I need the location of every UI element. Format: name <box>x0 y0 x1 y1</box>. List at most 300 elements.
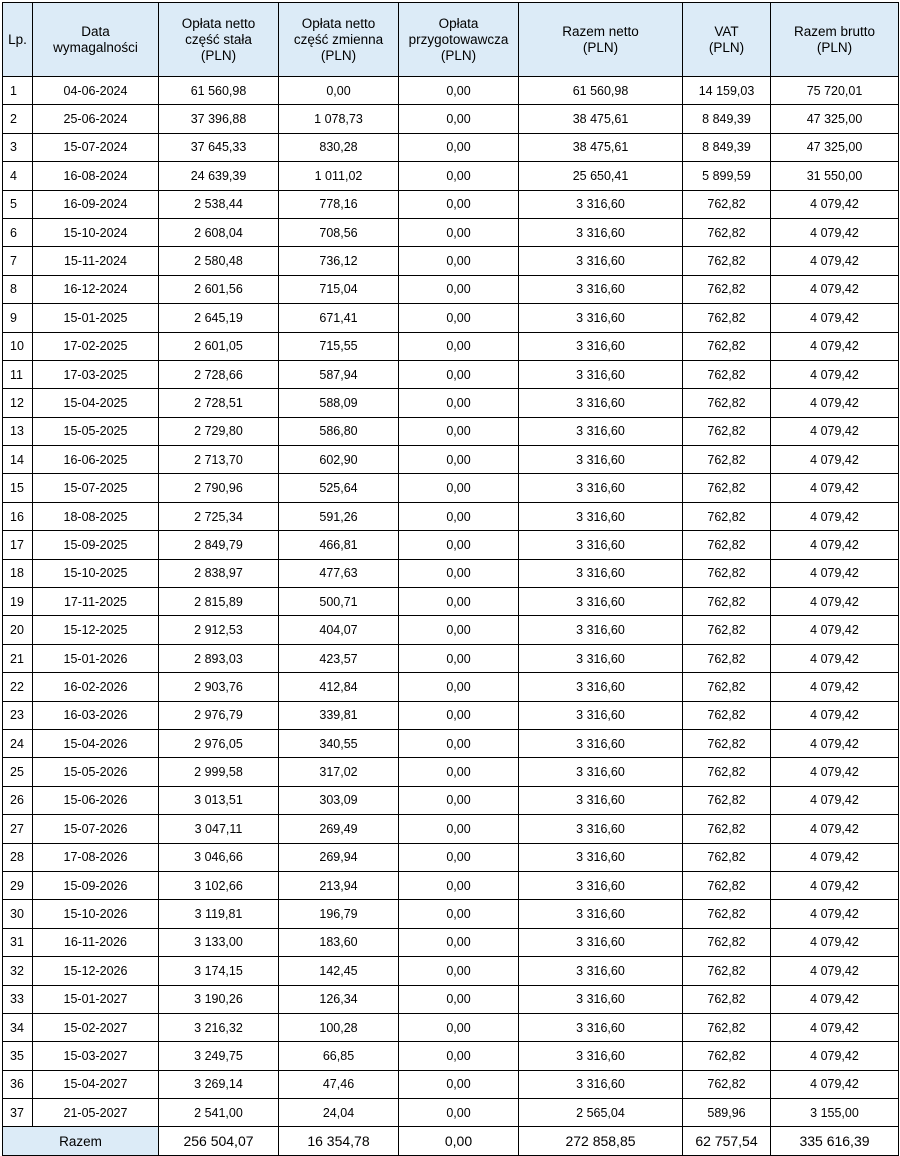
cell-net-total: 38 475,61 <box>519 105 683 133</box>
cell-due-date: 15-01-2026 <box>33 644 159 672</box>
cell-vat: 762,82 <box>683 1013 771 1041</box>
cell-prep-fee: 0,00 <box>399 417 519 445</box>
cell-gross-total: 4 079,42 <box>771 389 899 417</box>
cell-prep-fee: 0,00 <box>399 218 519 246</box>
cell-lp: 30 <box>3 900 33 928</box>
cell-fixed-fee: 3 013,51 <box>159 786 279 814</box>
cell-net-total: 3 316,60 <box>519 446 683 474</box>
cell-vat: 762,82 <box>683 190 771 218</box>
cell-fixed-fee: 2 645,19 <box>159 304 279 332</box>
cell-prep-fee: 0,00 <box>399 616 519 644</box>
cell-fixed-fee: 2 728,66 <box>159 360 279 388</box>
cell-variable-fee: 269,94 <box>279 843 399 871</box>
cell-net-total: 25 650,41 <box>519 162 683 190</box>
cell-fixed-fee: 2 838,97 <box>159 559 279 587</box>
cell-lp: 3 <box>3 133 33 161</box>
cell-gross-total: 4 079,42 <box>771 446 899 474</box>
cell-vat: 762,82 <box>683 900 771 928</box>
cell-variable-fee: 339,81 <box>279 701 399 729</box>
table-row <box>3 133 899 161</box>
cell-lp: 13 <box>3 417 33 445</box>
cell-variable-fee: 404,07 <box>279 616 399 644</box>
cell-gross-total: 4 079,42 <box>771 1070 899 1098</box>
cell-net-total: 3 316,60 <box>519 1042 683 1070</box>
table-row <box>3 474 899 502</box>
cell-due-date: 17-02-2025 <box>33 332 159 360</box>
cell-due-date: 15-07-2026 <box>33 815 159 843</box>
col-header-lp: Lp. <box>3 3 33 77</box>
cell-vat: 762,82 <box>683 1042 771 1070</box>
cell-fixed-fee: 2 608,04 <box>159 218 279 246</box>
cell-lp: 31 <box>3 928 33 956</box>
cell-fixed-fee: 3 190,26 <box>159 985 279 1013</box>
cell-vat: 589,96 <box>683 1099 771 1127</box>
cell-prep-fee: 0,00 <box>399 332 519 360</box>
total-prep-fee: 0,00 <box>399 1127 519 1156</box>
cell-prep-fee: 0,00 <box>399 105 519 133</box>
cell-prep-fee: 0,00 <box>399 900 519 928</box>
cell-gross-total: 4 079,42 <box>771 1042 899 1070</box>
cell-due-date: 15-10-2026 <box>33 900 159 928</box>
cell-vat: 762,82 <box>683 446 771 474</box>
cell-gross-total: 4 079,42 <box>771 247 899 275</box>
cell-lp: 6 <box>3 218 33 246</box>
cell-fixed-fee: 3 216,32 <box>159 1013 279 1041</box>
cell-gross-total: 75 720,01 <box>771 77 899 105</box>
table-row <box>3 871 899 899</box>
table-row <box>3 1042 899 1070</box>
table-row <box>3 1013 899 1041</box>
cell-prep-fee: 0,00 <box>399 474 519 502</box>
cell-variable-fee: 525,64 <box>279 474 399 502</box>
cell-lp: 22 <box>3 673 33 701</box>
cell-due-date: 16-08-2024 <box>33 162 159 190</box>
cell-prep-fee: 0,00 <box>399 871 519 899</box>
cell-fixed-fee: 2 903,76 <box>159 673 279 701</box>
cell-fixed-fee: 2 580,48 <box>159 247 279 275</box>
table-row <box>3 162 899 190</box>
cell-gross-total: 4 079,42 <box>771 588 899 616</box>
cell-vat: 762,82 <box>683 871 771 899</box>
cell-fixed-fee: 3 047,11 <box>159 815 279 843</box>
cell-due-date: 18-08-2025 <box>33 502 159 530</box>
table-row <box>3 900 899 928</box>
cell-prep-fee: 0,00 <box>399 729 519 757</box>
cell-variable-fee: 588,09 <box>279 389 399 417</box>
cell-prep-fee: 0,00 <box>399 928 519 956</box>
cell-due-date: 15-07-2024 <box>33 133 159 161</box>
cell-fixed-fee: 3 133,00 <box>159 928 279 956</box>
cell-vat: 14 159,03 <box>683 77 771 105</box>
cell-due-date: 21-05-2027 <box>33 1099 159 1127</box>
cell-gross-total: 4 079,42 <box>771 304 899 332</box>
cell-prep-fee: 0,00 <box>399 673 519 701</box>
cell-vat: 762,82 <box>683 502 771 530</box>
table-row <box>3 446 899 474</box>
cell-prep-fee: 0,00 <box>399 190 519 218</box>
cell-fixed-fee: 2 912,53 <box>159 616 279 644</box>
cell-due-date: 15-07-2025 <box>33 474 159 502</box>
cell-variable-fee: 24,04 <box>279 1099 399 1127</box>
table-row <box>3 843 899 871</box>
cell-variable-fee: 477,63 <box>279 559 399 587</box>
cell-fixed-fee: 2 729,80 <box>159 417 279 445</box>
cell-due-date: 15-06-2026 <box>33 786 159 814</box>
cell-lp: 11 <box>3 360 33 388</box>
cell-due-date: 04-06-2024 <box>33 77 159 105</box>
cell-due-date: 16-11-2026 <box>33 928 159 956</box>
cell-fixed-fee: 2 541,00 <box>159 1099 279 1127</box>
cell-lp: 23 <box>3 701 33 729</box>
cell-variable-fee: 500,71 <box>279 588 399 616</box>
cell-variable-fee: 213,94 <box>279 871 399 899</box>
cell-variable-fee: 671,41 <box>279 304 399 332</box>
cell-prep-fee: 0,00 <box>399 985 519 1013</box>
cell-lp: 10 <box>3 332 33 360</box>
cell-due-date: 15-12-2026 <box>33 957 159 985</box>
cell-variable-fee: 412,84 <box>279 673 399 701</box>
cell-prep-fee: 0,00 <box>399 701 519 729</box>
table-row <box>3 985 899 1013</box>
cell-gross-total: 4 079,42 <box>771 616 899 644</box>
cell-variable-fee: 66,85 <box>279 1042 399 1070</box>
cell-net-total: 3 316,60 <box>519 275 683 303</box>
cell-fixed-fee: 2 893,03 <box>159 644 279 672</box>
cell-net-total: 3 316,60 <box>519 247 683 275</box>
cell-net-total: 3 316,60 <box>519 673 683 701</box>
total-gross: 335 616,39 <box>771 1127 899 1156</box>
cell-variable-fee: 303,09 <box>279 786 399 814</box>
cell-variable-fee: 196,79 <box>279 900 399 928</box>
cell-fixed-fee: 3 249,75 <box>159 1042 279 1070</box>
cell-prep-fee: 0,00 <box>399 1042 519 1070</box>
cell-due-date: 15-05-2025 <box>33 417 159 445</box>
table-body <box>3 77 899 1127</box>
cell-due-date: 16-12-2024 <box>33 275 159 303</box>
cell-net-total: 3 316,60 <box>519 786 683 814</box>
cell-due-date: 15-01-2025 <box>33 304 159 332</box>
cell-net-total: 3 316,60 <box>519 389 683 417</box>
table-row <box>3 928 899 956</box>
cell-prep-fee: 0,00 <box>399 957 519 985</box>
cell-prep-fee: 0,00 <box>399 360 519 388</box>
table-row <box>3 559 899 587</box>
cell-lp: 4 <box>3 162 33 190</box>
cell-due-date: 15-09-2026 <box>33 871 159 899</box>
cell-due-date: 16-06-2025 <box>33 446 159 474</box>
cell-fixed-fee: 2 999,58 <box>159 758 279 786</box>
col-header-due-date: Data wymagalności <box>33 3 159 77</box>
table-row <box>3 815 899 843</box>
cell-net-total: 38 475,61 <box>519 133 683 161</box>
cell-net-total: 3 316,60 <box>519 417 683 445</box>
table-row <box>3 1099 899 1127</box>
cell-prep-fee: 0,00 <box>399 446 519 474</box>
cell-net-total: 3 316,60 <box>519 531 683 559</box>
col-header-gross-total: Razem brutto (PLN) <box>771 3 899 77</box>
cell-net-total: 3 316,60 <box>519 1013 683 1041</box>
cell-vat: 762,82 <box>683 559 771 587</box>
cell-due-date: 15-09-2025 <box>33 531 159 559</box>
cell-prep-fee: 0,00 <box>399 275 519 303</box>
cell-vat: 762,82 <box>683 247 771 275</box>
cell-lp: 33 <box>3 985 33 1013</box>
cell-lp: 5 <box>3 190 33 218</box>
cell-due-date: 15-11-2024 <box>33 247 159 275</box>
table-row <box>3 360 899 388</box>
cell-fixed-fee: 2 815,89 <box>159 588 279 616</box>
cell-gross-total: 4 079,42 <box>771 815 899 843</box>
cell-fixed-fee: 3 046,66 <box>159 843 279 871</box>
cell-gross-total: 47 325,00 <box>771 133 899 161</box>
cell-gross-total: 4 079,42 <box>771 758 899 786</box>
cell-prep-fee: 0,00 <box>399 531 519 559</box>
cell-vat: 762,82 <box>683 758 771 786</box>
cell-net-total: 3 316,60 <box>519 559 683 587</box>
cell-lp: 28 <box>3 843 33 871</box>
table-row <box>3 701 899 729</box>
cell-lp: 29 <box>3 871 33 899</box>
table-row <box>3 673 899 701</box>
cell-variable-fee: 100,28 <box>279 1013 399 1041</box>
cell-gross-total: 4 079,42 <box>771 531 899 559</box>
cell-prep-fee: 0,00 <box>399 588 519 616</box>
cell-gross-total: 4 079,42 <box>771 701 899 729</box>
cell-vat: 762,82 <box>683 531 771 559</box>
cell-gross-total: 4 079,42 <box>771 417 899 445</box>
cell-net-total: 3 316,60 <box>519 190 683 218</box>
cell-variable-fee: 183,60 <box>279 928 399 956</box>
cell-due-date: 25-06-2024 <box>33 105 159 133</box>
table-row <box>3 218 899 246</box>
cell-prep-fee: 0,00 <box>399 1099 519 1127</box>
cell-variable-fee: 142,45 <box>279 957 399 985</box>
cell-fixed-fee: 24 639,39 <box>159 162 279 190</box>
cell-net-total: 3 316,60 <box>519 928 683 956</box>
cell-vat: 762,82 <box>683 644 771 672</box>
cell-net-total: 3 316,60 <box>519 815 683 843</box>
cell-prep-fee: 0,00 <box>399 1070 519 1098</box>
table-row <box>3 616 899 644</box>
cell-due-date: 15-04-2026 <box>33 729 159 757</box>
cell-fixed-fee: 3 119,81 <box>159 900 279 928</box>
cell-prep-fee: 0,00 <box>399 247 519 275</box>
table-row <box>3 729 899 757</box>
cell-net-total: 3 316,60 <box>519 1070 683 1098</box>
cell-variable-fee: 830,28 <box>279 133 399 161</box>
cell-due-date: 15-10-2024 <box>33 218 159 246</box>
cell-gross-total: 4 079,42 <box>771 360 899 388</box>
cell-fixed-fee: 37 645,33 <box>159 133 279 161</box>
cell-lp: 21 <box>3 644 33 672</box>
cell-gross-total: 4 079,42 <box>771 502 899 530</box>
payment-schedule-table <box>2 2 899 1156</box>
cell-due-date: 16-02-2026 <box>33 673 159 701</box>
cell-variable-fee: 591,26 <box>279 502 399 530</box>
cell-vat: 762,82 <box>683 1070 771 1098</box>
cell-lp: 1 <box>3 77 33 105</box>
cell-lp: 7 <box>3 247 33 275</box>
table-row <box>3 105 899 133</box>
cell-fixed-fee: 2 601,56 <box>159 275 279 303</box>
total-fixed-fee: 256 504,07 <box>159 1127 279 1156</box>
cell-vat: 762,82 <box>683 417 771 445</box>
cell-vat: 762,82 <box>683 275 771 303</box>
cell-variable-fee: 602,90 <box>279 446 399 474</box>
cell-due-date: 15-10-2025 <box>33 559 159 587</box>
cell-variable-fee: 586,80 <box>279 417 399 445</box>
cell-variable-fee: 1 011,02 <box>279 162 399 190</box>
cell-gross-total: 4 079,42 <box>771 644 899 672</box>
cell-prep-fee: 0,00 <box>399 644 519 672</box>
cell-variable-fee: 736,12 <box>279 247 399 275</box>
table-row <box>3 275 899 303</box>
cell-prep-fee: 0,00 <box>399 843 519 871</box>
cell-fixed-fee: 2 538,44 <box>159 190 279 218</box>
cell-variable-fee: 587,94 <box>279 360 399 388</box>
cell-due-date: 15-03-2027 <box>33 1042 159 1070</box>
totals-label: Razem <box>3 1127 159 1156</box>
cell-gross-total: 4 079,42 <box>771 673 899 701</box>
total-vat: 62 757,54 <box>683 1127 771 1156</box>
cell-vat: 762,82 <box>683 729 771 757</box>
cell-lp: 34 <box>3 1013 33 1041</box>
cell-vat: 762,82 <box>683 815 771 843</box>
cell-prep-fee: 0,00 <box>399 304 519 332</box>
cell-fixed-fee: 2 976,79 <box>159 701 279 729</box>
cell-vat: 762,82 <box>683 304 771 332</box>
cell-prep-fee: 0,00 <box>399 389 519 417</box>
cell-variable-fee: 466,81 <box>279 531 399 559</box>
col-header-variable-fee: Opłata netto część zmienna (PLN) <box>279 3 399 77</box>
cell-vat: 762,82 <box>683 474 771 502</box>
cell-lp: 32 <box>3 957 33 985</box>
table-row <box>3 644 899 672</box>
cell-net-total: 2 565,04 <box>519 1099 683 1127</box>
cell-variable-fee: 317,02 <box>279 758 399 786</box>
cell-net-total: 3 316,60 <box>519 304 683 332</box>
cell-fixed-fee: 3 102,66 <box>159 871 279 899</box>
cell-lp: 14 <box>3 446 33 474</box>
cell-due-date: 15-04-2027 <box>33 1070 159 1098</box>
cell-gross-total: 4 079,42 <box>771 190 899 218</box>
cell-prep-fee: 0,00 <box>399 815 519 843</box>
cell-variable-fee: 715,04 <box>279 275 399 303</box>
cell-fixed-fee: 2 728,51 <box>159 389 279 417</box>
cell-variable-fee: 778,16 <box>279 190 399 218</box>
cell-variable-fee: 47,46 <box>279 1070 399 1098</box>
cell-lp: 19 <box>3 588 33 616</box>
cell-prep-fee: 0,00 <box>399 786 519 814</box>
cell-vat: 5 899,59 <box>683 162 771 190</box>
cell-lp: 17 <box>3 531 33 559</box>
cell-due-date: 15-01-2027 <box>33 985 159 1013</box>
cell-vat: 762,82 <box>683 360 771 388</box>
col-header-net-total: Razem netto (PLN) <box>519 3 683 77</box>
cell-net-total: 3 316,60 <box>519 502 683 530</box>
cell-net-total: 3 316,60 <box>519 729 683 757</box>
cell-gross-total: 4 079,42 <box>771 218 899 246</box>
cell-gross-total: 4 079,42 <box>771 985 899 1013</box>
cell-net-total: 3 316,60 <box>519 360 683 388</box>
cell-variable-fee: 126,34 <box>279 985 399 1013</box>
cell-due-date: 16-03-2026 <box>33 701 159 729</box>
cell-fixed-fee: 2 976,05 <box>159 729 279 757</box>
cell-vat: 762,82 <box>683 786 771 814</box>
cell-lp: 12 <box>3 389 33 417</box>
cell-net-total: 3 316,60 <box>519 871 683 899</box>
cell-gross-total: 4 079,42 <box>771 900 899 928</box>
cell-due-date: 17-03-2025 <box>33 360 159 388</box>
cell-fixed-fee: 2 725,34 <box>159 502 279 530</box>
cell-gross-total: 4 079,42 <box>771 332 899 360</box>
cell-lp: 36 <box>3 1070 33 1098</box>
cell-variable-fee: 1 078,73 <box>279 105 399 133</box>
cell-gross-total: 4 079,42 <box>771 928 899 956</box>
cell-gross-total: 4 079,42 <box>771 474 899 502</box>
table-row <box>3 304 899 332</box>
cell-fixed-fee: 2 790,96 <box>159 474 279 502</box>
cell-variable-fee: 423,57 <box>279 644 399 672</box>
cell-gross-total: 4 079,42 <box>771 729 899 757</box>
table-row <box>3 502 899 530</box>
cell-due-date: 16-09-2024 <box>33 190 159 218</box>
cell-fixed-fee: 2 601,05 <box>159 332 279 360</box>
cell-net-total: 3 316,60 <box>519 843 683 871</box>
cell-vat: 8 849,39 <box>683 133 771 161</box>
cell-due-date: 15-02-2027 <box>33 1013 159 1041</box>
table-row <box>3 417 899 445</box>
cell-vat: 762,82 <box>683 616 771 644</box>
cell-prep-fee: 0,00 <box>399 77 519 105</box>
cell-prep-fee: 0,00 <box>399 502 519 530</box>
cell-lp: 26 <box>3 786 33 814</box>
cell-vat: 762,82 <box>683 218 771 246</box>
cell-fixed-fee: 61 560,98 <box>159 77 279 105</box>
col-header-prep-fee: Opłata przygotowawcza (PLN) <box>399 3 519 77</box>
cell-prep-fee: 0,00 <box>399 1013 519 1041</box>
cell-vat: 762,82 <box>683 332 771 360</box>
cell-vat: 762,82 <box>683 957 771 985</box>
cell-net-total: 3 316,60 <box>519 616 683 644</box>
cell-gross-total: 4 079,42 <box>771 559 899 587</box>
cell-vat: 762,82 <box>683 588 771 616</box>
table-row <box>3 247 899 275</box>
cell-due-date: 15-12-2025 <box>33 616 159 644</box>
cell-gross-total: 4 079,42 <box>771 843 899 871</box>
cell-lp: 20 <box>3 616 33 644</box>
cell-vat: 762,82 <box>683 389 771 417</box>
cell-net-total: 3 316,60 <box>519 985 683 1013</box>
cell-vat: 762,82 <box>683 928 771 956</box>
cell-prep-fee: 0,00 <box>399 758 519 786</box>
table-row <box>3 786 899 814</box>
cell-fixed-fee: 3 269,14 <box>159 1070 279 1098</box>
cell-due-date: 15-04-2025 <box>33 389 159 417</box>
cell-lp: 2 <box>3 105 33 133</box>
cell-variable-fee: 708,56 <box>279 218 399 246</box>
cell-variable-fee: 0,00 <box>279 77 399 105</box>
table-row <box>3 1070 899 1098</box>
cell-net-total: 3 316,60 <box>519 957 683 985</box>
table-row <box>3 957 899 985</box>
cell-lp: 37 <box>3 1099 33 1127</box>
cell-due-date: 17-08-2026 <box>33 843 159 871</box>
cell-variable-fee: 715,55 <box>279 332 399 360</box>
cell-gross-total: 47 325,00 <box>771 105 899 133</box>
cell-variable-fee: 269,49 <box>279 815 399 843</box>
cell-net-total: 3 316,60 <box>519 218 683 246</box>
